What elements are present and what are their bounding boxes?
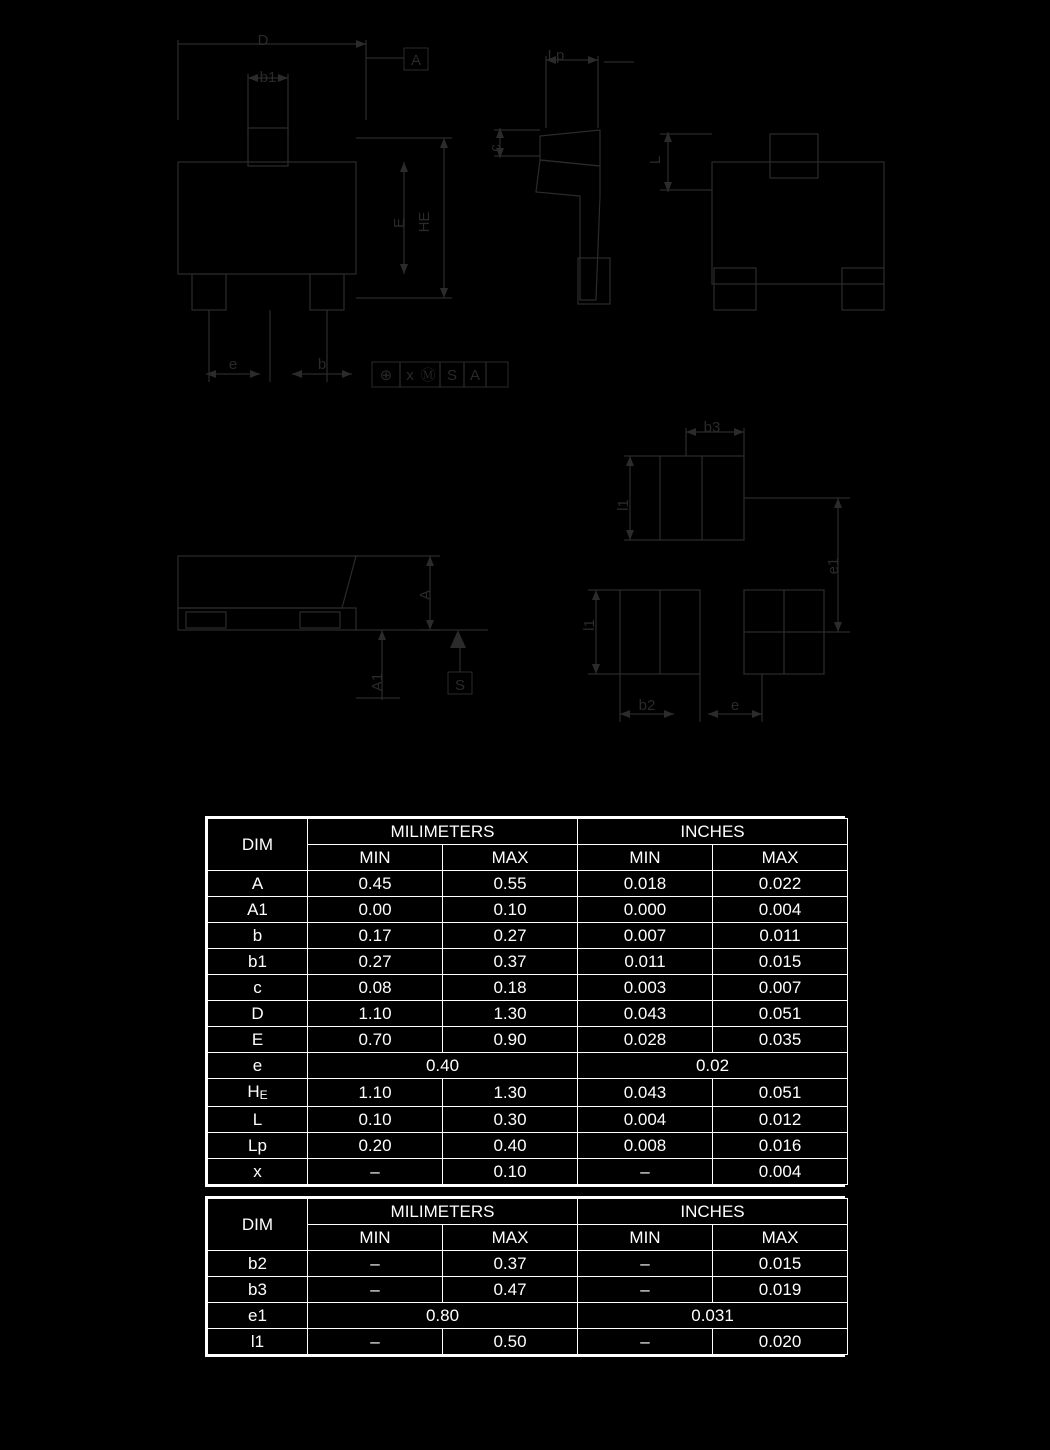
label-b: b bbox=[317, 356, 327, 373]
label-b3: b3 bbox=[703, 419, 721, 436]
table-row bbox=[208, 1027, 848, 1053]
cell-in-span: 0.02 bbox=[578, 1053, 848, 1079]
table-row bbox=[208, 1133, 848, 1159]
cell-dim: c bbox=[208, 975, 308, 1001]
label-he: HE bbox=[416, 211, 433, 233]
cell-mm-min: 0.10 bbox=[308, 1107, 443, 1133]
label-l: L bbox=[647, 155, 664, 165]
cell-mm-max: 0.90 bbox=[443, 1027, 578, 1053]
table-row bbox=[208, 1001, 848, 1027]
cell-mm-max: 0.37 bbox=[443, 949, 578, 975]
table-row bbox=[208, 897, 848, 923]
cell-mm-max: 0.18 bbox=[443, 975, 578, 1001]
label-datum-a-frame: A bbox=[469, 367, 481, 384]
cell-mm-min: 0.08 bbox=[308, 975, 443, 1001]
cell-in-min: 0.007 bbox=[578, 923, 713, 949]
header-inches: INCHES bbox=[578, 1199, 848, 1225]
cell-in-span: 0.031 bbox=[578, 1303, 848, 1329]
cell-mm-min: 1.10 bbox=[308, 1001, 443, 1027]
cell-dim: e bbox=[208, 1053, 308, 1079]
header-dim: DIM bbox=[208, 819, 308, 871]
table-row bbox=[208, 1079, 848, 1107]
cell-in-max: 0.004 bbox=[713, 897, 848, 923]
label-datum-s-frame: S bbox=[446, 367, 458, 384]
table-row bbox=[208, 871, 848, 897]
cell-mm-max: 0.37 bbox=[443, 1251, 578, 1277]
cell-dim: l1 bbox=[208, 1329, 308, 1355]
dimensions-table-secondary bbox=[205, 1196, 845, 1357]
cell-dim: L bbox=[208, 1107, 308, 1133]
header-mm-max: MAX bbox=[443, 1225, 578, 1251]
label-e1: e1 bbox=[825, 557, 842, 575]
table-row bbox=[208, 1053, 848, 1079]
cell-dim: A bbox=[208, 871, 308, 897]
table-row bbox=[208, 1329, 848, 1355]
cell-mm-min: 0.70 bbox=[308, 1027, 443, 1053]
cell-mm-min: 0.20 bbox=[308, 1133, 443, 1159]
label-e-pitch: e bbox=[228, 356, 238, 373]
cell-in-max: 0.011 bbox=[713, 923, 848, 949]
header-mm-max: MAX bbox=[443, 845, 578, 871]
cell-in-min: 0.008 bbox=[578, 1133, 713, 1159]
cell-dim: b bbox=[208, 923, 308, 949]
cell-mm-min: 0.00 bbox=[308, 897, 443, 923]
label-a1: A1 bbox=[369, 672, 386, 692]
cell-dim: E bbox=[208, 1027, 308, 1053]
header-mm-min: MIN bbox=[308, 1225, 443, 1251]
cell-in-min: 0.043 bbox=[578, 1079, 713, 1107]
cell-mm-min: 0.17 bbox=[308, 923, 443, 949]
header-in-min: MIN bbox=[578, 845, 713, 871]
label-position-symbol: ⊕ bbox=[379, 367, 393, 384]
cell-mm-min: – bbox=[308, 1277, 443, 1303]
cell-mm-span: 0.80 bbox=[308, 1303, 578, 1329]
cell-dim: b3 bbox=[208, 1277, 308, 1303]
cell-mm-max: 0.10 bbox=[443, 1159, 578, 1185]
header-mm-min: MIN bbox=[308, 845, 443, 871]
cell-dim: x bbox=[208, 1159, 308, 1185]
cell-dim: A1 bbox=[208, 897, 308, 923]
header-in-min: MIN bbox=[578, 1225, 713, 1251]
cell-in-max: 0.015 bbox=[713, 949, 848, 975]
cell-in-min: 0.043 bbox=[578, 1001, 713, 1027]
label-b1: b1 bbox=[259, 69, 277, 86]
label-datum-s: S bbox=[454, 677, 466, 694]
dimensions-table bbox=[207, 818, 848, 1185]
header-in-max: MAX bbox=[713, 845, 848, 871]
label-lp: Lp bbox=[547, 47, 565, 64]
cell-mm-max: 0.27 bbox=[443, 923, 578, 949]
cell-in-min: 0.000 bbox=[578, 897, 713, 923]
label-b2: b2 bbox=[638, 697, 656, 714]
table-row bbox=[208, 1303, 848, 1329]
cell-in-max: 0.015 bbox=[713, 1251, 848, 1277]
cell-in-max: 0.035 bbox=[713, 1027, 848, 1053]
label-e-pitch-land: e bbox=[730, 697, 740, 714]
cell-mm-max: 0.47 bbox=[443, 1277, 578, 1303]
cell-mm-min: 0.27 bbox=[308, 949, 443, 975]
label-datum-a: A bbox=[410, 52, 422, 69]
cell-in-min: – bbox=[578, 1277, 713, 1303]
cell-mm-max: 0.55 bbox=[443, 871, 578, 897]
cell-in-max: 0.004 bbox=[713, 1159, 848, 1185]
label-a: A bbox=[417, 589, 434, 601]
header-in-max: MAX bbox=[713, 1225, 848, 1251]
cell-mm-max: 0.40 bbox=[443, 1133, 578, 1159]
label-l1-bottom: l1 bbox=[581, 619, 598, 631]
table-header-row bbox=[208, 819, 848, 845]
label-d: D bbox=[257, 32, 269, 49]
cell-dim: b2 bbox=[208, 1251, 308, 1277]
table-row bbox=[208, 1277, 848, 1303]
cell-mm-min: 0.45 bbox=[308, 871, 443, 897]
cell-mm-max: 1.30 bbox=[443, 1001, 578, 1027]
table-row bbox=[208, 1159, 848, 1185]
label-tolerance-x: x bbox=[406, 367, 414, 384]
label-mmc-symbol: Ⓜ bbox=[420, 367, 436, 384]
label-c: c bbox=[487, 144, 504, 152]
cell-in-min: 0.028 bbox=[578, 1027, 713, 1053]
cell-in-max: 0.012 bbox=[713, 1107, 848, 1133]
cell-in-min: 0.003 bbox=[578, 975, 713, 1001]
cell-in-min: 0.018 bbox=[578, 871, 713, 897]
table-row bbox=[208, 949, 848, 975]
table-header-row bbox=[208, 1199, 848, 1225]
cell-in-max: 0.022 bbox=[713, 871, 848, 897]
dimensions-table-2 bbox=[207, 1198, 848, 1355]
header-inches: INCHES bbox=[578, 819, 848, 845]
cell-in-max: 0.020 bbox=[713, 1329, 848, 1355]
header-millimeters: MILIMETERS bbox=[308, 819, 578, 845]
cell-in-max: 0.051 bbox=[713, 1001, 848, 1027]
cell-mm-max: 1.30 bbox=[443, 1079, 578, 1107]
cell-in-min: – bbox=[578, 1251, 713, 1277]
cell-in-min: – bbox=[578, 1159, 713, 1185]
table-row bbox=[208, 975, 848, 1001]
cell-mm-min: – bbox=[308, 1251, 443, 1277]
cell-in-min: 0.011 bbox=[578, 949, 713, 975]
cell-mm-min: – bbox=[308, 1329, 443, 1355]
cell-dim: HE bbox=[208, 1079, 308, 1107]
table-row bbox=[208, 923, 848, 949]
header-millimeters: MILIMETERS bbox=[308, 1199, 578, 1225]
cell-in-max: 0.016 bbox=[713, 1133, 848, 1159]
label-l1-top: l1 bbox=[615, 499, 632, 511]
cell-in-min: – bbox=[578, 1329, 713, 1355]
cell-mm-max: 0.50 bbox=[443, 1329, 578, 1355]
cell-mm-min: – bbox=[308, 1159, 443, 1185]
cell-in-min: 0.004 bbox=[578, 1107, 713, 1133]
header-dim: DIM bbox=[208, 1199, 308, 1251]
cell-mm-span: 0.40 bbox=[308, 1053, 578, 1079]
table-row bbox=[208, 1251, 848, 1277]
cell-dim: b1 bbox=[208, 949, 308, 975]
cell-dim: Lp bbox=[208, 1133, 308, 1159]
table-row bbox=[208, 1107, 848, 1133]
cell-in-max: 0.051 bbox=[713, 1079, 848, 1107]
dimensions-table-main bbox=[205, 816, 845, 1187]
cell-mm-min: 1.10 bbox=[308, 1079, 443, 1107]
label-e-dim: E bbox=[391, 217, 408, 229]
cell-dim: D bbox=[208, 1001, 308, 1027]
cell-in-max: 0.019 bbox=[713, 1277, 848, 1303]
cell-dim: e1 bbox=[208, 1303, 308, 1329]
cell-mm-max: 0.10 bbox=[443, 897, 578, 923]
cell-in-max: 0.007 bbox=[713, 975, 848, 1001]
cell-mm-max: 0.30 bbox=[443, 1107, 578, 1133]
